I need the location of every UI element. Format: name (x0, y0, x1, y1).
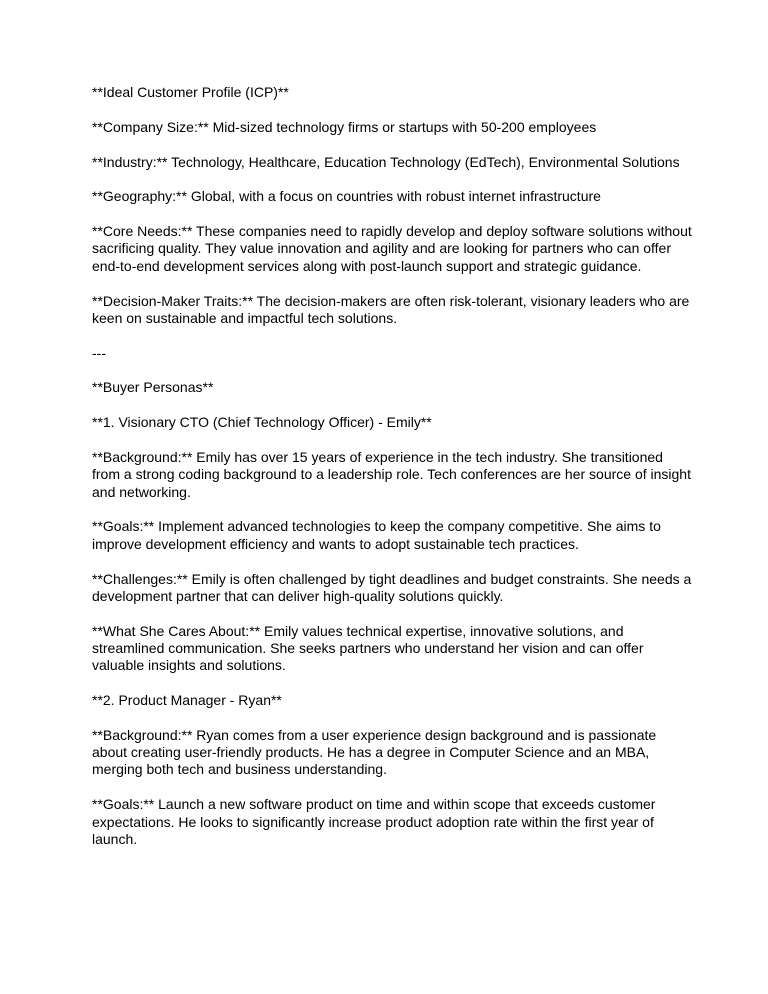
persona-ryan-heading: **2. Product Manager - Ryan** (92, 692, 282, 709)
separator-text: --- (92, 344, 106, 361)
decision-maker-paragraph: **Decision-Maker Traits:** The decision-makers are often risk-tolerant, visionary leaders who are keen on sustainable and impactful tech solutions. (92, 292, 690, 326)
company-size-paragraph: **Company Size:** Mid-sized technology firms or startups with 50-200 employees (92, 118, 597, 135)
buyer-personas-heading: **Buyer Personas** (92, 379, 214, 396)
emily-background-paragraph: **Background:** Emily has over 15 years of experience in the tech industry. She transitioned from a strong coding background to a leadership role. Tech conferences are her source of insight and networking. (92, 449, 691, 500)
icp-heading: **Ideal Customer Profile (ICP)** (92, 84, 289, 100)
industry-paragraph: **Industry:** Technology, Healthcare, Education Technology (EdTech), Environmental Solutions (92, 153, 680, 170)
document-body (92, 84, 692, 866)
ryan-background-paragraph: **Background:** Ryan comes from a user experience design background and is passionate about creating user-friendly products. He has a degree in Computer Science and an MBA, merging both tech and business understanding. (92, 726, 657, 778)
geography-paragraph: **Geography:** Global, with a focus on countries with robust internet infrastructure (92, 188, 601, 205)
core-needs-paragraph: **Core Needs:** These companies need to rapidly develop and deploy software solutions without sacrificing quality. They value innovation and agility and are looking for partners who can offer end-to-end development services along with post-launch support and strategic guidance. (92, 223, 692, 274)
persona-emily-heading: **1. Visionary CTO (Chief Technology Officer) - Emily** (92, 414, 432, 431)
emily-challenges-paragraph: **Challenges:** Emily is often challenged by tight deadlines and budget constraints. She needs a development partner that can deliver high-quality solutions quickly. (92, 570, 692, 604)
emily-cares-paragraph: **What She Cares About:** Emily values technical expertise, innovative solutions, and streamlined communication. She seeks partners who understand her vision and can offer valuable insights and solutions. (92, 622, 644, 674)
ryan-goals-paragraph: **Goals:** Launch a new software product on time and within scope that exceeds customer expectations. He looks to significantly increase product adoption rate within the first year of launch. (92, 796, 656, 847)
emily-goals-paragraph: **Goals:** Implement advanced technologies to keep the company competitive. She aims to improve development efficiency and wants to adopt sustainable tech practices. (92, 518, 661, 552)
